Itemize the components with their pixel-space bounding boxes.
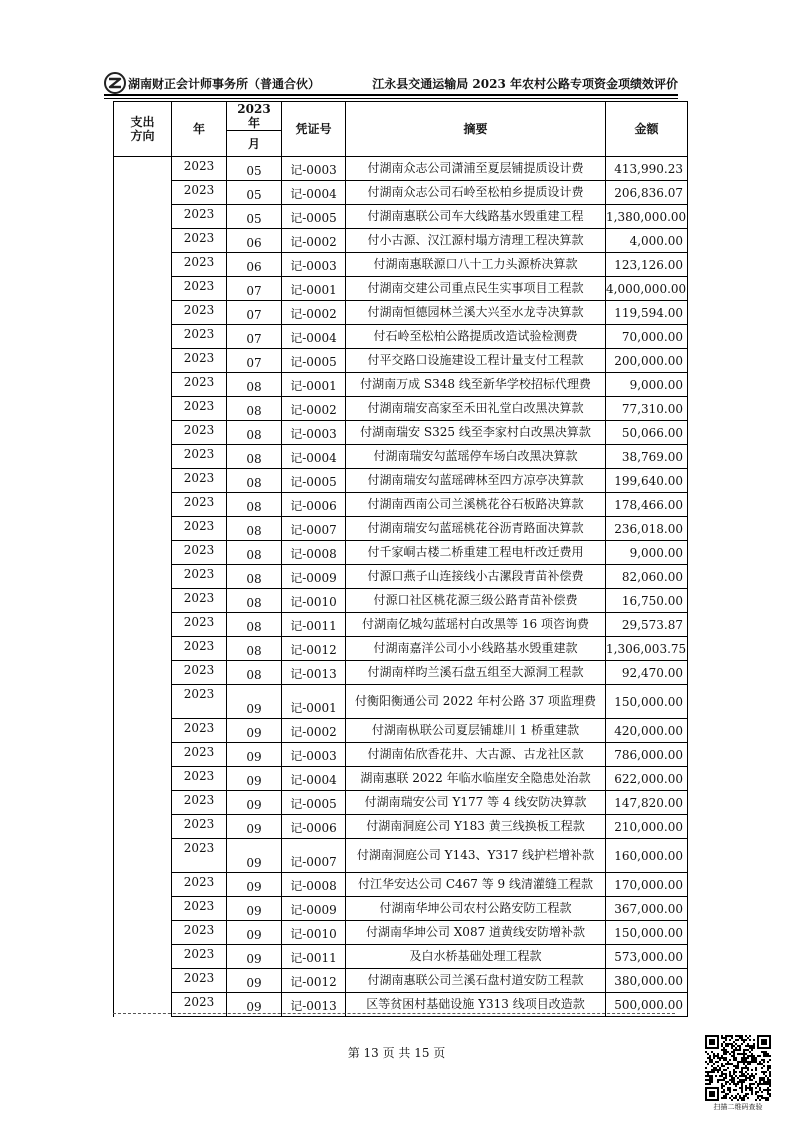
cell-direction [114, 469, 172, 493]
cell-amount: 170,000.00 [606, 873, 688, 897]
cell-direction [114, 719, 172, 743]
table-row [114, 719, 688, 743]
table-row [114, 839, 688, 873]
header-rule-thin [104, 98, 678, 99]
table-row [114, 421, 688, 445]
cell-amount: 119,594.00 [606, 301, 688, 325]
cell-voucher: 记-0006 [282, 493, 346, 517]
cell-voucher: 记-0002 [282, 229, 346, 253]
cell-amount: 210,000.00 [606, 815, 688, 839]
table-row [114, 277, 688, 301]
cell-month: 09 [227, 873, 282, 897]
cell-year: 2023 [172, 719, 227, 743]
cell-summary: 付源口社区桃花源三级公路青苗补偿费 [346, 589, 606, 613]
cell-year: 2023 [172, 815, 227, 839]
cell-month: 09 [227, 897, 282, 921]
cell-month: 08 [227, 469, 282, 493]
cell-amount: 236,018.00 [606, 517, 688, 541]
cell-amount: 9,000.00 [606, 541, 688, 565]
cell-month: 06 [227, 229, 282, 253]
cell-amount: 29,573.87 [606, 613, 688, 637]
table-row [114, 229, 688, 253]
cell-voucher: 记-0003 [282, 157, 346, 181]
cell-direction [114, 301, 172, 325]
cell-summary: 付小古源、汉江源村塌方清理工程决算款 [346, 229, 606, 253]
table-row [114, 469, 688, 493]
cell-month: 08 [227, 493, 282, 517]
cell-year: 2023 [172, 897, 227, 921]
cell-year: 2023 [172, 205, 227, 229]
qr-caption: 扫描二维码查验 [713, 1103, 763, 1111]
cell-amount: 9,000.00 [606, 373, 688, 397]
cell-voucher: 记-0013 [282, 993, 346, 1017]
table-row [114, 873, 688, 897]
qr-code-icon [705, 1030, 771, 1106]
cell-amount: 1,306,003.75 [606, 637, 688, 661]
table-row [114, 613, 688, 637]
cell-year: 2023 [172, 767, 227, 791]
cell-month: 08 [227, 589, 282, 613]
cell-direction [114, 873, 172, 897]
cell-summary: 付湖南样昀兰溪石盘五组至大源洞工程款 [346, 661, 606, 685]
cell-amount: 413,990.23 [606, 157, 688, 181]
cell-direction [114, 397, 172, 421]
cell-summary: 付湖南惠联公司车大线路基水毁重建工程 [346, 205, 606, 229]
cell-voucher: 记-0004 [282, 325, 346, 349]
table-row [114, 565, 688, 589]
table-row [114, 589, 688, 613]
cell-summary: 付湖南瑞安勾蓝瑶停车场白改黑决算款 [346, 445, 606, 469]
table-row [114, 157, 688, 181]
cell-voucher: 记-0007 [282, 517, 346, 541]
cell-amount: 786,000.00 [606, 743, 688, 767]
cell-year: 2023 [172, 993, 227, 1017]
cell-amount: 622,000.00 [606, 767, 688, 791]
cell-summary: 付湖南华坤公司农村公路安防工程款 [346, 897, 606, 921]
cell-amount: 367,000.00 [606, 897, 688, 921]
cell-summary: 付江华安达公司 C467 等 9 线清灌缝工程款 [346, 873, 606, 897]
cell-voucher: 记-0012 [282, 969, 346, 993]
cell-month: 08 [227, 661, 282, 685]
table-row [114, 637, 688, 661]
page-number: 第 13 页 共 15 页 [347, 1046, 446, 1060]
cell-direction [114, 767, 172, 791]
cell-month: 09 [227, 719, 282, 743]
cell-summary: 付湖南惠联公司兰溪石盘村道安防工程款 [346, 969, 606, 993]
cell-year: 2023 [172, 565, 227, 589]
cell-summary: 及白水桥基础处理工程款 [346, 945, 606, 969]
cell-summary: 付湖南众志公司潇浦至夏层铺提质设计费 [346, 157, 606, 181]
table-row [114, 181, 688, 205]
cell-year: 2023 [172, 181, 227, 205]
table-row [114, 815, 688, 839]
cell-summary: 付湖南瑞安 S325 线至李家村白改黑决算款 [346, 421, 606, 445]
cell-direction [114, 743, 172, 767]
cell-summary: 付湖南瑞安公司 Y177 等 4 线安防决算款 [346, 791, 606, 815]
page-header [104, 72, 684, 96]
col-header-direction-label: 支出方向 [130, 115, 155, 143]
firm-logo-icon [104, 72, 126, 94]
cell-summary: 付平交路口设施建设工程计量支付工程款 [346, 349, 606, 373]
cell-summary: 区等贫困村基础设施 Y313 线项目改造款 [346, 993, 606, 1017]
table-row [114, 205, 688, 229]
cell-year: 2023 [172, 445, 227, 469]
cell-voucher: 记-0002 [282, 719, 346, 743]
cell-voucher: 记-0008 [282, 541, 346, 565]
cell-month: 08 [227, 421, 282, 445]
cell-summary: 付湖南洞庭公司 Y183 黄三线换板工程款 [346, 815, 606, 839]
cell-year: 2023 [172, 589, 227, 613]
cell-month: 08 [227, 373, 282, 397]
col-header-year: 年 [172, 102, 227, 157]
cell-summary: 付湖南众志公司石岭至松柏乡提质设计费 [346, 181, 606, 205]
cell-summary: 付湖南万成 S348 线至新华学校招标代理费 [346, 373, 606, 397]
cell-voucher: 记-0009 [282, 897, 346, 921]
cell-amount: 92,470.00 [606, 661, 688, 685]
cell-summary: 湖南惠联 2022 年临水临崖安全隐患处治款 [346, 767, 606, 791]
cell-amount: 199,640.00 [606, 469, 688, 493]
cell-direction [114, 445, 172, 469]
cell-month: 09 [227, 839, 282, 873]
cell-summary: 付湖南恒德园林兰溪大兴至水龙寺决算款 [346, 301, 606, 325]
cell-year: 2023 [172, 277, 227, 301]
cell-year: 2023 [172, 349, 227, 373]
cell-summary: 付湖南枞联公司夏层铺雄川 1 桥重建款 [346, 719, 606, 743]
cell-year: 2023 [172, 791, 227, 815]
cell-year: 2023 [172, 743, 227, 767]
cell-voucher: 记-0004 [282, 445, 346, 469]
cell-month: 09 [227, 993, 282, 1017]
cell-voucher: 记-0001 [282, 277, 346, 301]
cell-voucher: 记-0005 [282, 791, 346, 815]
cell-month: 09 [227, 969, 282, 993]
cell-month: 09 [227, 815, 282, 839]
cell-month: 09 [227, 743, 282, 767]
report-title: 江永县交通运输局 2023 年农村公路专项资金项绩效评价 [372, 77, 678, 91]
cell-summary: 付千家峒古楼二桥重建工程电杆改迁费用 [346, 541, 606, 565]
cell-month: 07 [227, 277, 282, 301]
cell-month: 05 [227, 157, 282, 181]
cell-voucher: 记-0008 [282, 873, 346, 897]
cell-direction [114, 969, 172, 993]
cell-summary: 付源口燕子山连接线小古漯段青苗补偿费 [346, 565, 606, 589]
col-header-summary: 摘要 [346, 102, 606, 157]
cell-month: 09 [227, 921, 282, 945]
cell-direction [114, 945, 172, 969]
cell-amount: 77,310.00 [606, 397, 688, 421]
cell-month: 08 [227, 565, 282, 589]
cell-voucher: 记-0001 [282, 685, 346, 719]
cell-direction [114, 541, 172, 565]
cell-year: 2023 [172, 421, 227, 445]
table-row [114, 541, 688, 565]
cell-year: 2023 [172, 301, 227, 325]
cell-direction [114, 661, 172, 685]
cell-direction [114, 229, 172, 253]
cell-direction [114, 157, 172, 181]
cell-direction [114, 493, 172, 517]
col-header-month-year [227, 102, 282, 131]
cell-amount: 4,000,000.00 [606, 277, 688, 301]
cell-summary: 付湖南交建公司重点民生实事项目工程款 [346, 277, 606, 301]
table-bottom-rule [113, 1013, 675, 1014]
cell-month: 05 [227, 205, 282, 229]
table-row [114, 767, 688, 791]
cell-month: 07 [227, 349, 282, 373]
cell-amount: 206,836.07 [606, 181, 688, 205]
cell-amount: 38,769.00 [606, 445, 688, 469]
cell-direction [114, 791, 172, 815]
table-row [114, 325, 688, 349]
cell-amount: 380,000.00 [606, 969, 688, 993]
cell-year: 2023 [172, 969, 227, 993]
cell-direction [114, 277, 172, 301]
cell-month: 09 [227, 767, 282, 791]
ledger-body [114, 157, 688, 1017]
cell-amount: 50,066.00 [606, 421, 688, 445]
cell-direction [114, 325, 172, 349]
table-row [114, 445, 688, 469]
cell-direction [114, 181, 172, 205]
cell-month: 08 [227, 541, 282, 565]
cell-voucher: 记-0007 [282, 839, 346, 873]
cell-direction [114, 921, 172, 945]
cell-direction [114, 897, 172, 921]
cell-month: 07 [227, 301, 282, 325]
table-row [114, 791, 688, 815]
cell-voucher: 记-0003 [282, 421, 346, 445]
cell-amount: 70,000.00 [606, 325, 688, 349]
cell-voucher: 记-0002 [282, 397, 346, 421]
cell-voucher: 记-0011 [282, 613, 346, 637]
table-row [114, 661, 688, 685]
table-row [114, 397, 688, 421]
cell-voucher: 记-0006 [282, 815, 346, 839]
cell-direction [114, 637, 172, 661]
cell-year: 2023 [172, 637, 227, 661]
cell-summary: 付湖南洞庭公司 Y143、Y317 线护栏增补款 [346, 839, 606, 873]
cell-direction [114, 565, 172, 589]
cell-summary: 付湖南华坤公司 X087 道黄线安防增补款 [346, 921, 606, 945]
cell-voucher: 记-0003 [282, 743, 346, 767]
cell-direction [114, 839, 172, 873]
cell-amount: 573,000.00 [606, 945, 688, 969]
cell-month: 08 [227, 445, 282, 469]
col-header-month-year-label: 2023 年 [237, 102, 271, 130]
table-row [114, 945, 688, 969]
cell-amount: 200,000.00 [606, 349, 688, 373]
cell-voucher: 记-0005 [282, 469, 346, 493]
cell-voucher: 记-0002 [282, 301, 346, 325]
cell-year: 2023 [172, 613, 227, 637]
col-header-amount: 金额 [606, 102, 688, 157]
cell-direction [114, 589, 172, 613]
cell-month: 09 [227, 791, 282, 815]
cell-voucher: 记-0010 [282, 589, 346, 613]
cell-month: 07 [227, 325, 282, 349]
cell-direction [114, 815, 172, 839]
cell-direction [114, 373, 172, 397]
cell-summary: 付湖南西南公司兰溪桃花谷石板路决算款 [346, 493, 606, 517]
cell-summary: 付湖南瑞安勾蓝瑶碑林至四方凉亭决算款 [346, 469, 606, 493]
cell-voucher: 记-0004 [282, 767, 346, 791]
cell-direction [114, 685, 172, 719]
cell-voucher: 记-0013 [282, 661, 346, 685]
col-header-month: 月 [227, 131, 282, 157]
cell-voucher: 记-0001 [282, 373, 346, 397]
cell-amount: 16,750.00 [606, 589, 688, 613]
cell-direction [114, 613, 172, 637]
table-row [114, 743, 688, 767]
cell-amount: 160,000.00 [606, 839, 688, 873]
cell-summary: 付湖南佑欣香花井、大古源、古龙社区款 [346, 743, 606, 767]
cell-direction [114, 349, 172, 373]
header-rule [104, 94, 678, 96]
table-row [114, 493, 688, 517]
cell-year: 2023 [172, 873, 227, 897]
table-row [114, 373, 688, 397]
table-row [114, 253, 688, 277]
cell-year: 2023 [172, 541, 227, 565]
cell-year: 2023 [172, 397, 227, 421]
cell-month: 09 [227, 685, 282, 719]
cell-year: 2023 [172, 325, 227, 349]
cell-month: 08 [227, 637, 282, 661]
cell-voucher: 记-0010 [282, 921, 346, 945]
cell-year: 2023 [172, 839, 227, 873]
cell-year: 2023 [172, 253, 227, 277]
cell-summary: 付湖南嘉洋公司小小线路基水毁重建款 [346, 637, 606, 661]
cell-amount: 500,000.00 [606, 993, 688, 1017]
cell-year: 2023 [172, 229, 227, 253]
cell-amount: 4,000.00 [606, 229, 688, 253]
cell-summary: 付湖南惠联源口八十工力头源桥决算款 [346, 253, 606, 277]
cell-month: 08 [227, 397, 282, 421]
cell-summary: 付湖南瑞安高家至禾田礼堂白改黑决算款 [346, 397, 606, 421]
cell-voucher: 记-0005 [282, 349, 346, 373]
col-header-voucher: 凭证号 [282, 102, 346, 157]
table-row [114, 301, 688, 325]
cell-amount: 82,060.00 [606, 565, 688, 589]
table-row [114, 349, 688, 373]
cell-voucher: 记-0011 [282, 945, 346, 969]
cell-amount: 150,000.00 [606, 921, 688, 945]
cell-amount: 150,000.00 [606, 685, 688, 719]
cell-amount: 123,126.00 [606, 253, 688, 277]
table-row [114, 921, 688, 945]
cell-voucher: 记-0004 [282, 181, 346, 205]
cell-direction [114, 253, 172, 277]
cell-year: 2023 [172, 517, 227, 541]
cell-voucher: 记-0009 [282, 565, 346, 589]
cell-month: 06 [227, 253, 282, 277]
cell-month: 08 [227, 517, 282, 541]
cell-month: 09 [227, 945, 282, 969]
cell-amount: 178,466.00 [606, 493, 688, 517]
table-row [114, 969, 688, 993]
cell-direction [114, 205, 172, 229]
cell-year: 2023 [172, 373, 227, 397]
cell-voucher: 记-0012 [282, 637, 346, 661]
cell-summary: 付石岭至松柏公路提质改造试验检测费 [346, 325, 606, 349]
cell-direction [114, 421, 172, 445]
table-row [114, 517, 688, 541]
firm-name: 湖南财正会计师事务所（普通合伙） [128, 77, 321, 91]
cell-year: 2023 [172, 469, 227, 493]
cell-summary: 付衡阳衡通公司 2022 年村公路 37 项监理费 [346, 685, 606, 719]
table-row [114, 897, 688, 921]
cell-year: 2023 [172, 921, 227, 945]
col-header-direction [114, 102, 172, 157]
cell-voucher: 记-0003 [282, 253, 346, 277]
cell-year: 2023 [172, 661, 227, 685]
cell-amount: 420,000.00 [606, 719, 688, 743]
cell-month: 05 [227, 181, 282, 205]
cell-summary: 付湖南亿城勾蓝瑶村白改黑等 16 项咨询费 [346, 613, 606, 637]
ledger-table [113, 101, 688, 1017]
cell-voucher: 记-0005 [282, 205, 346, 229]
cell-direction [114, 517, 172, 541]
cell-summary: 付湖南瑞安勾蓝瑶桃花谷沥青路面决算款 [346, 517, 606, 541]
cell-year: 2023 [172, 945, 227, 969]
cell-year: 2023 [172, 685, 227, 719]
cell-amount: 147,820.00 [606, 791, 688, 815]
cell-year: 2023 [172, 157, 227, 181]
cell-year: 2023 [172, 493, 227, 517]
cell-month: 08 [227, 613, 282, 637]
table-row [114, 685, 688, 719]
cell-amount: 1,380,000.00 [606, 205, 688, 229]
